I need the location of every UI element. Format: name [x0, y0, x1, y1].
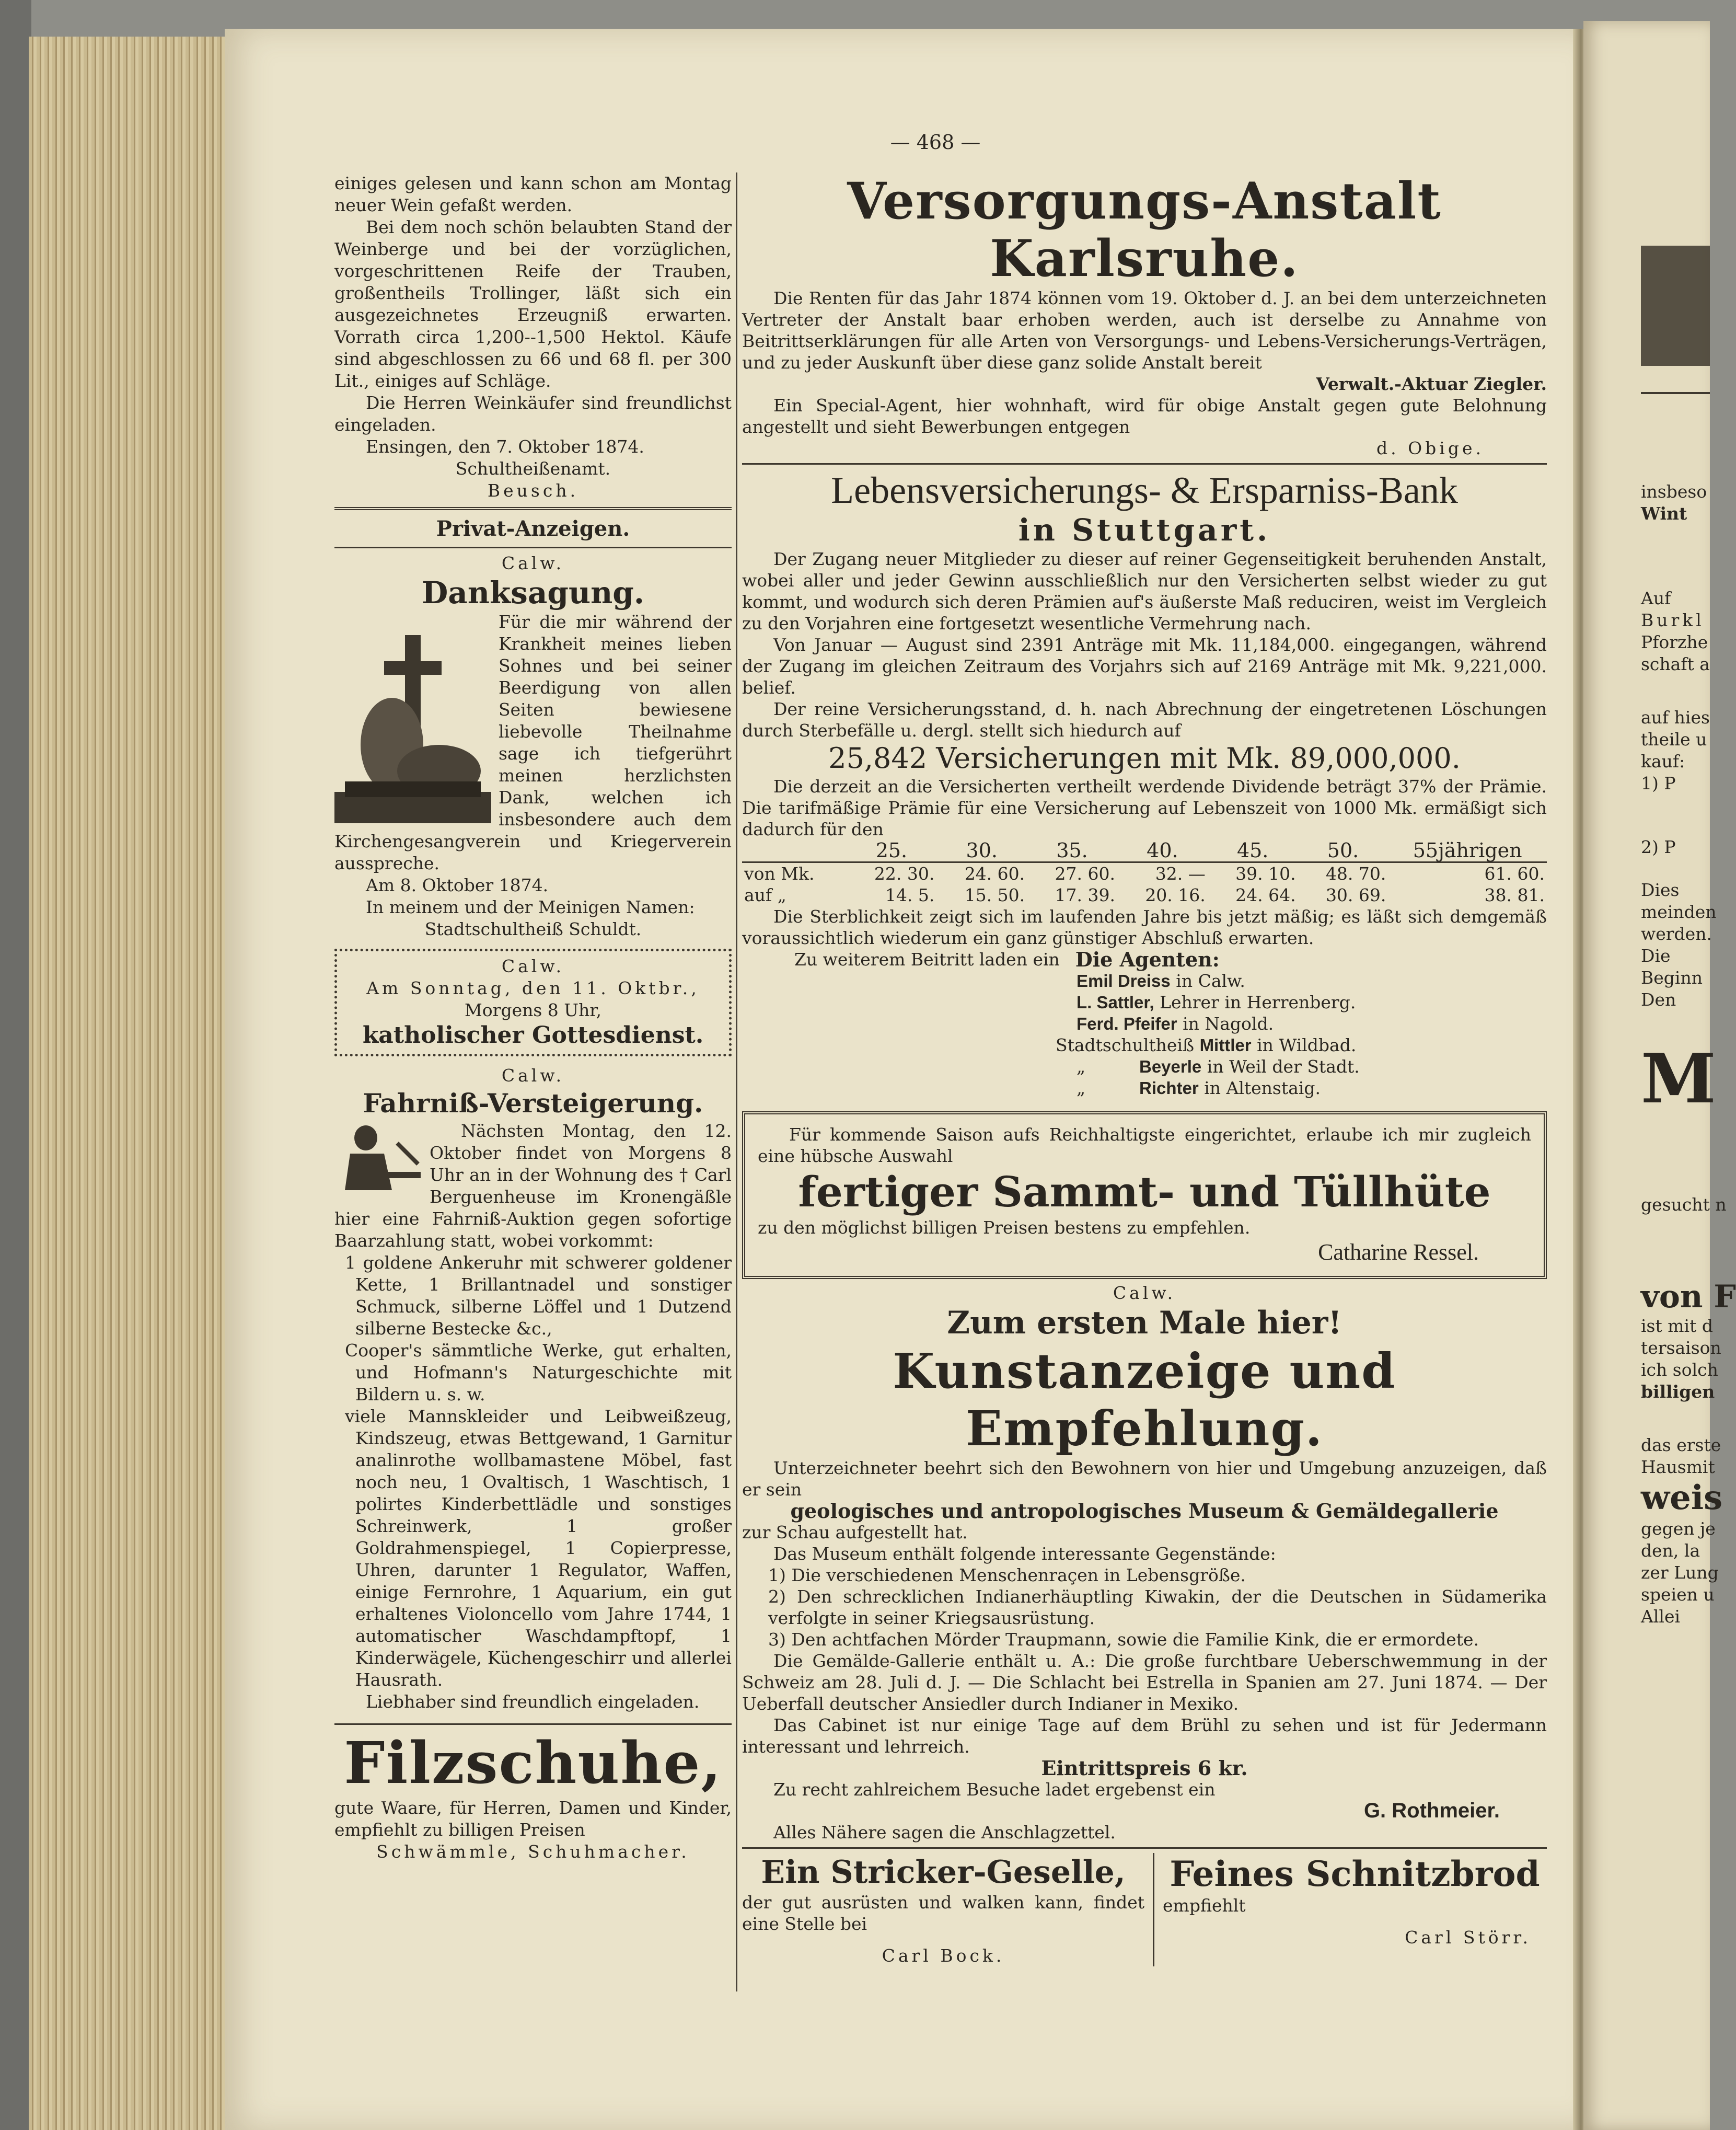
- auction-title: Fahrniß-Versteigerung.: [363, 1088, 703, 1119]
- thanks-signature: Stadtschultheiß Schuldt.: [424, 919, 642, 939]
- background-left: [0, 0, 31, 2130]
- hat-title: fertiger Sammt- und Tüllhüte: [798, 1167, 1491, 1216]
- hat-text-2: zu den möglichst billigen Preisen bestens zu empfehlen.: [758, 1217, 1251, 1238]
- bottom-ads-row: [742, 1853, 1547, 1966]
- bread-title: Feines Schnitzbrod: [1170, 1853, 1540, 1894]
- art-item-1: 1) Die verschiedenen Menschenraçen in Lebensgröße.: [768, 1565, 1246, 1585]
- thanks-title: Danksagung.: [421, 575, 645, 611]
- page-number: — 468 —: [890, 131, 981, 154]
- book-page-edges: [29, 37, 227, 2130]
- art-item-2: 2) Den schrecklichen Indianerhäuptling Kiwakin, der die Deutschen in Südamerika verfolgte in seiner Kriegsausrüstung.: [768, 1586, 1547, 1628]
- premium-table: [742, 840, 1547, 906]
- bread-signature: Carl Störr.: [1405, 1927, 1531, 1948]
- facing-page-rule: [1641, 392, 1710, 394]
- premium-table-row: auf „ 14. 5. 15. 50. 17. 39. 20. 16. 24. 64. 30. 69. 38. 81.: [744, 885, 1545, 905]
- felt-shoes-signature: Schwämmle, Schuhmacher.: [376, 1841, 690, 1862]
- art-paragraph-4: Die Gemälde-Gallerie enthält u. A.: Die große furchtbare Ueberschwemmung in der Schweiz am 28. Juli d. J. — Die Schlacht bei Estrella in Spanien am 27. Juni 1874. — Der Ueberfall deutscher Ansiedler durch Indianer in Mexiko.: [742, 1651, 1547, 1714]
- versorgung-signature: Verwalt.-Aktuar Ziegler.: [1316, 374, 1547, 394]
- divider-2: [334, 1723, 732, 1725]
- divider: [334, 547, 732, 548]
- private-ads-heading: Privat-Anzeigen.: [436, 516, 630, 541]
- thanks-names: In meinem und der Meinigen Namen:: [366, 897, 695, 917]
- section-divider: [334, 507, 732, 510]
- main-column: [742, 172, 1547, 1966]
- art-paragraph-2: zur Schau aufgestellt hat.: [742, 1522, 968, 1542]
- auction-item-2: Cooper's sämmtliche Werke, gut erhalten, und Hofmann's Naturgeschichte mit Bildern u. s. w.: [345, 1340, 732, 1404]
- art-paragraph-5: Das Cabinet ist nur einige Tage auf dem Brühl zu sehen und ist für Jedermann interessant und lehrreich.: [742, 1715, 1547, 1757]
- art-more-info: Alles Nähere sagen die Anschlagzettel.: [773, 1822, 1116, 1843]
- art-museum: geologisches und antropologisches Museum & Gemäldegallerie: [790, 1499, 1499, 1523]
- wine-notice-text-3: Die Herren Weinkäufer sind freundlichst eingeladen.: [334, 393, 732, 435]
- facing-page-emblem: [1641, 246, 1710, 366]
- auction-item-1: 1 goldene Ankeruhr mit schwerer goldener Kette, 1 Brillantnadel und sonstiger Schmuck, silberne Löffel und 1 Dutzend silberne Bestecke &c.,: [345, 1252, 732, 1339]
- bank-total: 25,842 Versicherungen mit Mk. 89,000,000.: [828, 742, 1461, 775]
- knitter-signature: Carl Bock.: [882, 1945, 1005, 1966]
- felt-shoes-title: Filzschuhe,: [344, 1729, 722, 1797]
- bread-text: empfiehlt: [1163, 1895, 1246, 1916]
- wine-notice-place: Ensingen, den 7. Oktober 1874.: [366, 436, 644, 457]
- bank-paragraph-5: Die Sterblichkeit zeigt sich im laufenden Jahre bis jetzt mäßig; es läßt sich demgemäß voraussichtlich wiederum ein ganz günstiger Abschluß erwarten.: [742, 906, 1547, 948]
- art-signature: G. Rothmeier.: [1363, 1799, 1500, 1822]
- bank-title: Lebensversicherungs- & Ersparniss-Bank: [831, 469, 1458, 511]
- facing-page-text: insbeso Wint Auf Burkl Pforzhe schaft a auf hies theile u kauf: 1) P 2) P Dies meinden werden. Die Beginn Den M gesucht n von F ist mit d tersaison ich solch billigen das erste Hausmit weis gegen je den, la zer Lung speien u Allei: [1641, 481, 1736, 1627]
- bank-paragraph-3: Der reine Versicherungsstand, d. h. nach Abrechnung der eingetretenen Löschungen durch Sterbefälle u. dergl. stellt sich hiedurch auf: [742, 699, 1547, 741]
- art-paragraph-6: Zu recht zahlreichem Besuche ladet ergebenst ein: [773, 1779, 1216, 1800]
- bank-paragraph-1: Der Zugang neuer Mitglieder zu dieser auf reiner Gegenseitigkeit beruhenden Anstalt, wobei aller und jeder Gewinn ausschließlich nur den Versicherten selbst wieder zu gut kommt, und wodurch sich deren Prämien auf's äußerste Maß reduciren, weist im Vergleich zu den Vorjahren eine fortgesetzt wesentliche Vermehrung nach.: [742, 549, 1547, 634]
- agent-list: [742, 970, 1547, 1099]
- auction-text: Nächsten Montag, den 12. Oktober findet von Morgens 8 Uhr an in der Wohnung des † Carl Berguenheuse im Kronengäßle hier eine Fahrniß-Auktion gegen sofortige Baarzahlung statt, wobei vorkommt:: [334, 1121, 732, 1251]
- divider-4: [742, 1847, 1547, 1849]
- agent-entry: „ Beyerle in Weil der Stadt.: [1077, 1056, 1360, 1077]
- column-divider: [736, 172, 737, 1991]
- premium-table-row: von Mk. 22. 30. 24. 60. 27. 60. 32. — 39. 10. 48. 70. 61. 60.: [744, 863, 1545, 884]
- bank-invite-line: Zu weiterem Beitritt laden ein Die Agenten:: [794, 948, 1220, 971]
- wine-notice-text: einiges gelesen und kann schon am Montag neuer Wein gefaßt werden.: [334, 173, 732, 215]
- calw-label-2: Calw.: [501, 956, 565, 976]
- bank-paragraph-2: Von Januar — August sind 2391 Anträge mit Mk. 11,184,000. eingegangen, während der Zugang im gleichen Zeitraum des Vorjahrs sich auf 2169 Anträge mit Mk. 9,221,000. belief.: [742, 635, 1547, 698]
- church-time: Morgens 8 Uhr,: [465, 1000, 601, 1020]
- felt-shoes-text: gute Waare, für Herren, Damen und Kinder, empfiehlt zu billigen Preisen: [334, 1798, 732, 1840]
- art-item-3: 3) Den achtfachen Mörder Traupmann, sowie die Familie Kink, die er ermordete.: [768, 1629, 1479, 1650]
- art-paragraph-3: Das Museum enthält folgende interessante Gegenstände:: [773, 1544, 1276, 1564]
- knitter-title: Ein Stricker-Geselle,: [761, 1854, 1126, 1891]
- church-title: katholischer Gottesdienst.: [362, 1022, 704, 1049]
- bank-paragraph-4: Die derzeit an die Versicherten vertheilt werdende Dividende beträgt 37% der Prämie. Die tarifmäßige Prämie für eine Versicherung auf Lebenszeit von 1000 Mk. ermäßigt sich dadurch für den: [742, 776, 1547, 839]
- versorgung-text-2: Ein Special-Agent, hier wohnhaft, wird für obige Anstalt gegen gute Belohnung angestellt und sieht Bewerbungen entgegen: [742, 395, 1547, 437]
- agent-entry: Emil Dreiss in Calw.: [1077, 971, 1245, 991]
- agent-entry: „ Richter in Altenstaig.: [1077, 1078, 1321, 1098]
- auction-item-3: viele Mannskleider und Leibweißzeug, Kindszeug, etwas Bettgewand, 1 Garnitur analinrothe wollbamastene Möbel, fast noch neu, 1 Ovaltisch, 1 Waschtisch, 1 polirtes Kinderbettlädle und sonstiges Schreinwerk, 1 großer Goldrahmenspiegel, 1 Copierpresse, Uhren, darunter 1 Regulator, Waffen, einige Fernrohre, 1 Aquarium, ein gut erhaltenes Violoncello vom Jahre 1744, 1 automatischer Waschdampftopf, 1 Kinderwägele, Küchengeschirr und allerlei Hausrath.: [345, 1406, 732, 1690]
- bread-ad: [1154, 1853, 1547, 1966]
- agent-entry: L. Sattler, Lehrer in Herrenberg.: [1077, 992, 1356, 1012]
- agent-entry: Ferd. Pfeifer in Nagold.: [1077, 1014, 1274, 1034]
- auction-closing: Liebhaber sind freundlich eingeladen.: [366, 1691, 700, 1712]
- hat-ad-box: [742, 1111, 1547, 1279]
- art-pre-title: Zum ersten Male hier!: [947, 1305, 1342, 1341]
- bank-city: in Stuttgart.: [1018, 512, 1271, 548]
- hat-signature: Catharine Ressel.: [1318, 1239, 1479, 1265]
- auctioneer-illustration: [334, 1122, 423, 1190]
- thanks-text: Für die mir während der Krankheit meines lieben Sohnes und bei seiner Beerdigung von allen Seiten bewiesene liebevolle Theilnahme sage ich tiefgerührt meinen herzlichsten Dank, welchen ich insbesondere auch dem Kirchengesangverein und Kriegerverein ausspreche.: [334, 612, 732, 873]
- divider-3: [742, 463, 1547, 465]
- versorgung-signature-2: d. Obige.: [1376, 438, 1484, 458]
- memorial-cross-illustration: [334, 614, 491, 823]
- thanks-date: Am 8. Oktober 1874.: [366, 875, 549, 895]
- hat-text: Für kommende Saison aufs Reichhaltigste eingerichtet, erlaube ich mir zugleich eine hübsche Auswahl: [758, 1124, 1531, 1166]
- premium-table-header: 25. 30. 35. 40. 45. 50. 55jährigen: [742, 840, 1547, 862]
- versorgung-text: Die Renten für das Jahr 1874 können vom 19. Oktober d. J. an bei dem unterzeichneten Vertreter der Anstalt baar erhoben werden, auch ist derselbe zu Annahme von Beitrittserklärungen für alle Arten von Versorgungs- und Lebens-Versicherungs-Verträgen, und zu jeder Auskunft über diese ganz solide Anstalt bereit: [742, 288, 1547, 373]
- art-price: Eintrittspreis 6 kr.: [1041, 1756, 1248, 1780]
- wine-notice-signature: Beusch.: [487, 480, 579, 501]
- art-paragraph-1: Unterzeichneter beehrt sich den Bewohnern von hier und Umgebung anzuzeigen, daß er sein: [742, 1458, 1547, 1500]
- versorgung-title: Versorgungs-Anstalt Karlsruhe.: [847, 171, 1442, 288]
- church-notice-box: [334, 949, 732, 1056]
- knitter-ad: [742, 1853, 1154, 1966]
- wine-notice-office: Schultheißenamt.: [455, 458, 611, 479]
- calw-label-4: Calw.: [1113, 1283, 1176, 1303]
- knitter-text: der gut ausrüsten und walken kann, findet eine Stelle bei: [742, 1892, 1144, 1934]
- wine-notice-text-2: Bei dem noch schön belaubten Stand der Weinberge und bei der vorzüglichen, vorgeschrittenen Reife der Trauben, großentheils Trollinger, läßt sich ein ausgezeichnetes Erzeugniß erwarten. Vorrath circa 1,200--1,500 Hektol. Käufe sind abgeschlossen zu 66 und 68 fl. per 300 Lit., einiges auf Schläge.: [334, 217, 732, 391]
- calw-label-3: Calw.: [501, 1065, 565, 1086]
- art-title: Kunstanzeige und Empfehlung.: [893, 1343, 1396, 1457]
- agent-entry: Stadtschultheiß Mittler in Wildbad.: [1056, 1035, 1357, 1055]
- left-column: [334, 172, 732, 1863]
- church-date: Am Sonntag, den 11. Oktbr.,: [366, 978, 700, 998]
- calw-label: Calw.: [501, 553, 565, 573]
